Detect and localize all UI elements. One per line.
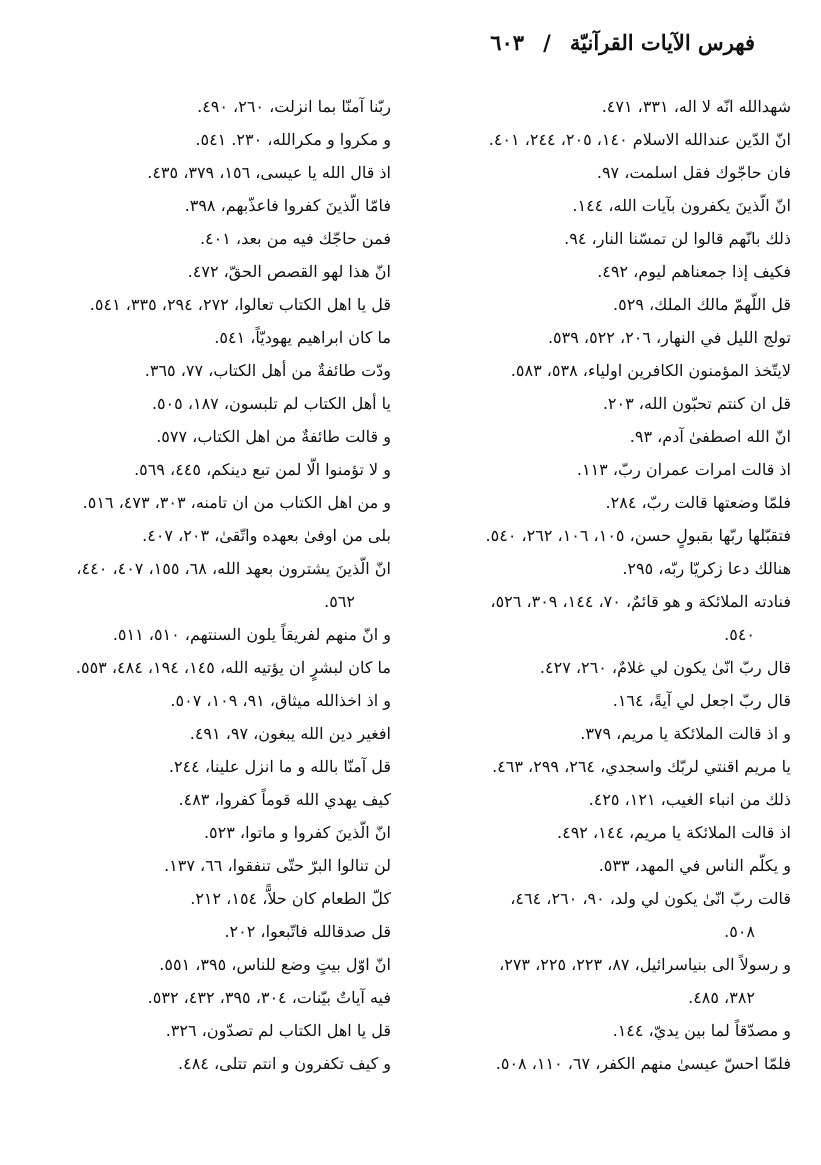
index-entry: اذ قالت الملائكة يا مريم، ١٤٤، ٤٩٢. <box>557 823 791 842</box>
index-entry-continuation: ٥٦٢. <box>324 592 355 611</box>
index-entry: انّ الّذينَ يكفرون بآيات الله، ١٤٤. <box>572 196 791 215</box>
index-entry: قل آمنّا بالله و ما انزل علينا، ٢٤٤. <box>168 757 391 776</box>
index-entry: و مكروا و مكرالله، ٢٣٠. ٥٤١. <box>195 130 391 149</box>
index-entry: قل يا اهل الكتاب لم تصدّون، ٣٢٦. <box>165 1021 391 1040</box>
index-entry: فيه آياتٌ بيّنات، ٣٠٤، ٣٩٥، ٤٣٢، ٥٣٢. <box>147 988 391 1007</box>
index-entry: انّ اوّل بيتٍ وضع للناس، ٣٩٥، ٥٥١. <box>159 955 391 974</box>
index-entry: قل صدقالله فاتّبعوا، ٢٠٢. <box>224 922 391 941</box>
index-entry: و كيف تكفرون و انتم تتلى، ٤٨٤. <box>178 1054 391 1073</box>
index-entry-continuation: ٥٤٠. <box>724 625 755 644</box>
index-entry: ذلك بانّهم قالوا لن تمسّنا النار، ٩٤. <box>564 229 791 248</box>
index-entry: و يكلّم الناس في المهد، ٥٣٣. <box>598 856 791 875</box>
index-entry-continuation: ٥٠٨. <box>724 922 755 941</box>
index-entry: و قالت طائفةٌ من اهل الكتاب، ٥٧٧. <box>156 427 391 446</box>
index-entry: انّ هذا لهو القصص الحقّ، ٤٧٢. <box>187 262 391 281</box>
index-entry: تولج الليل في النهار، ٢٠٦، ٥٢٢، ٥٣٩. <box>547 328 791 347</box>
index-entry: فلمّا وضعتها قالت ربّ، ٢٨٤. <box>605 493 791 512</box>
index-entry: و من اهل الكتاب من ان تامنه، ٣٠٣، ٤٧٣، ٥١٦. <box>82 493 391 512</box>
header-separator: / <box>543 30 551 55</box>
index-entry: ما كان لبشرٍ ان يؤتيه الله، ١٤٥، ١٩٤، ٤٨٤، ٥٥٣. <box>75 658 391 677</box>
index-entry: يا مريم اقنتي لربّك واسجدي، ٢٦٤، ٢٩٩، ٤٦٣. <box>492 757 791 776</box>
index-entry: ربّنا آمنّا بما انزلت، ٢٦٠، ٤٩٠. <box>197 97 391 116</box>
index-entry: و اذ قالت الملائكة يا مريم، ٣٧٩. <box>580 724 791 743</box>
index-entry: ما كان ابراهيم يهوديّاً، ٥٤١. <box>214 328 391 347</box>
index-entry: فنادته الملائكة و هو قائمٌ، ٧٠، ١٤٤، ٣٠٩، ٥٢٦، <box>490 592 791 611</box>
index-entry: و انّ منهم لفريقاً يلون السنتهم، ٥١٠، ٥١١. <box>112 625 391 644</box>
index-entry: فمن حاجّك فيه من بعد، ٤٠١. <box>199 229 391 248</box>
index-entry: لايتّخذ المؤمنون الكافرين اولياء، ٥٣٨، ٥٨٣. <box>510 361 791 380</box>
index-entry: افغير دين الله يبغون، ٩٧، ٤٩١. <box>189 724 391 743</box>
index-entry: فتقبّلها ربّها بقبولٍ حسن، ١٠٥، ١٠٦، ٢٦٢، ٥٤٠. <box>485 526 791 545</box>
index-entry: اذ قالت امرات عمران ربّ، ١١٣. <box>576 460 791 479</box>
index-entry: انّ الّذينَ يشترون بعهد الله، ٦٨، ١٥٥، ٤٠٧، ٤٤٠، <box>76 559 391 578</box>
index-entry: فكيف إذا جمعناهم ليوم، ٤٩٢. <box>597 262 791 281</box>
index-entry: قال ربّ انّىٰ يكون لي غلامٌ، ٢٦٠، ٤٢٧. <box>539 658 791 677</box>
index-entry: و اذ اخذالله ميثاق، ٩١، ١٠٩، ٥٠٧. <box>170 691 391 710</box>
index-entry: انّ الّذينَ كفروا و ماتوا، ٥٢٣. <box>203 823 391 842</box>
right-column <box>431 90 791 1080</box>
page-header <box>66 30 755 66</box>
index-entry: ودّت طائفةٌ من أهل الكتاب، ٧٧، ٣٦٥. <box>144 361 391 380</box>
page-number: ٦٠٣ <box>490 30 525 55</box>
index-entry: قل ان كنتم تحبّون الله، ٢٠٣. <box>602 394 791 413</box>
index-entry: و لا تؤمنوا الّا لمن تبع دينكم، ٤٤٥، ٥٦٩. <box>134 460 391 479</box>
index-entry-continuation: ٣٨٢، ٤٨٥. <box>688 988 755 1007</box>
index-entry: كيف يهدي الله قوماً كفروا، ٤٨٣. <box>178 790 391 809</box>
index-entry: كلّ الطعام كان حلاًّ، ١٥٤، ٢١٢. <box>190 889 391 908</box>
index-entry: قالت ربّ انّىٰ يكون لي ولد، ٩٠، ٢٦٠، ٤٦٤، <box>510 889 791 908</box>
index-entry: فامّا الّذينَ كفروا فاعذّبهم، ٣٩٨. <box>184 196 391 215</box>
index-entry: شهدالله انّه لا اله، ٣٣١، ٤٧١. <box>601 97 791 116</box>
index-entry: بلى من اوفىٰ بعهده واتّقىٰ، ٢٠٣، ٤٠٧. <box>142 526 391 545</box>
index-entry: لن تنالوا البرّ حتّى تنفقوا، ٦٦، ١٣٧. <box>164 856 391 875</box>
index-entry: قل يا اهل الكتاب تعالوا، ٢٧٢، ٢٩٤، ٣٣٥، ٥٤١. <box>89 295 391 314</box>
left-column <box>31 90 391 1080</box>
index-entry: انّ الدّين عندالله الاسلام ١٤٠، ٢٠٥، ٢٤٤، ٤٠١. <box>488 130 791 149</box>
index-entry: يا أهل الكتاب لم تلبسون، ١٨٧، ٥٠٥. <box>151 394 391 413</box>
index-entry: فان حاجّوك فقل اسلمت، ٩٧. <box>596 163 791 182</box>
index-entry: انّ الله اصطفىٰ آدم، ٩٣. <box>629 427 791 446</box>
index-entry: قل اللّهمّ مالك الملك، ٥٢٩. <box>613 295 791 314</box>
index-entry: و رسولاً الى بنياسرائيل، ٨٧، ٢٢٣، ٢٢٥، ٢٧٣، <box>499 955 791 974</box>
index-entry: و مصدّقاً لما بين يديّ، ١٤٤. <box>612 1021 791 1040</box>
index-entry: ذلك من انباء الغيب، ١٢١، ٤٢٥. <box>588 790 791 809</box>
index-entry: فلمّا احسّ عيسىٰ منهم الكفر، ٦٧، ١١٠، ٥٠٨. <box>495 1054 791 1073</box>
index-entry: اذ قال الله يا عيسى، ١٥٦، ٣٧٩، ٤٣٥. <box>147 163 391 182</box>
index-entry: هنالك دعا زكريّا ربّه، ٢٩٥. <box>622 559 791 578</box>
header-title: فهرس الآيات القرآنيّة <box>569 30 755 55</box>
index-entry: قال ربّ اجعل لي آيةً، ١٦٤. <box>612 691 791 710</box>
